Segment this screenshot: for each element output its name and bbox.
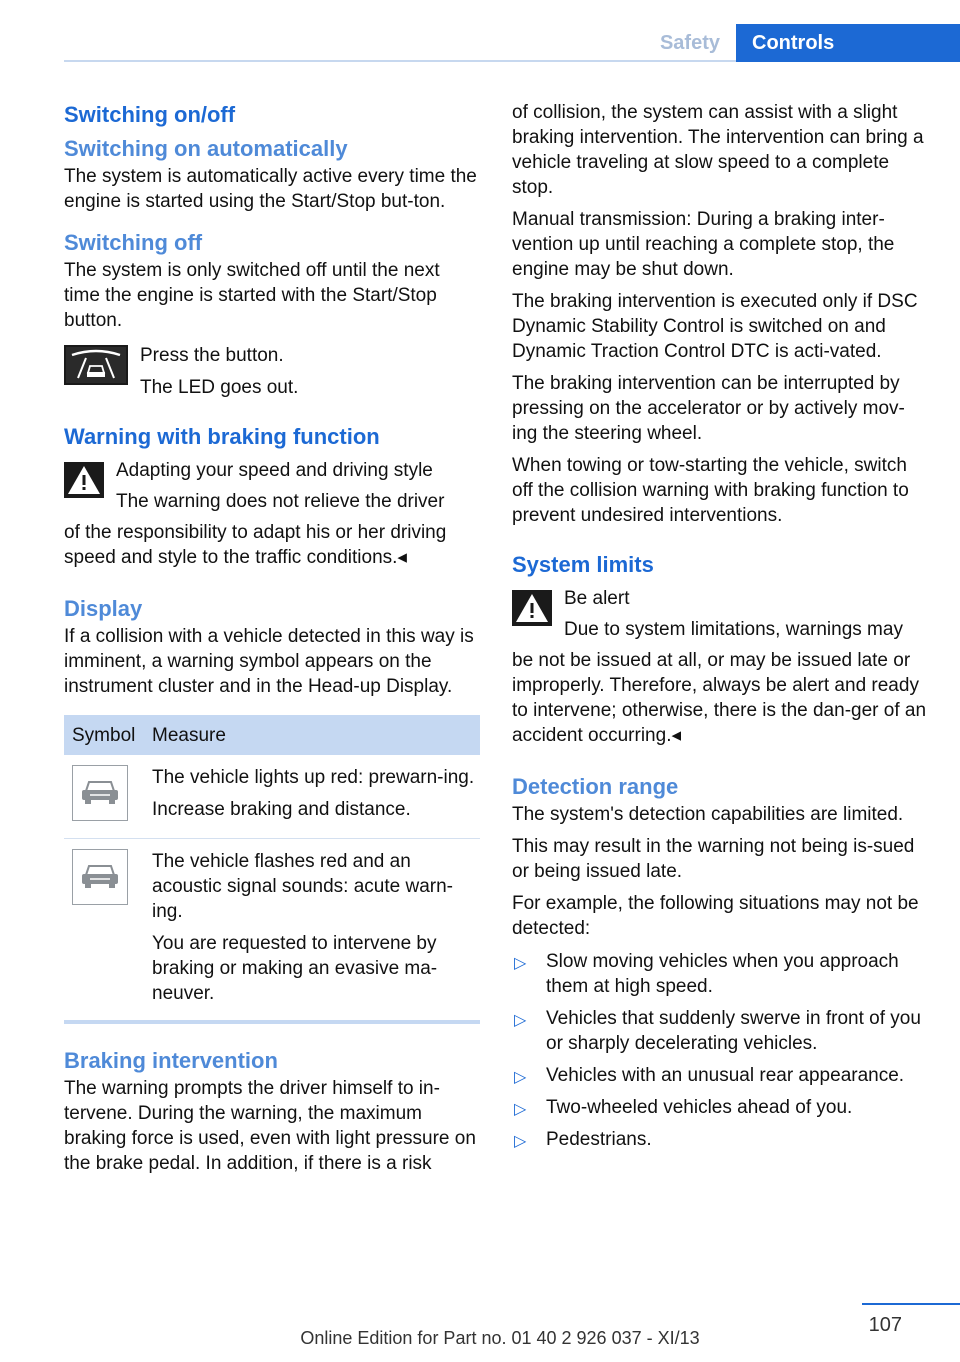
press-button-text: Press the button. xyxy=(140,345,284,366)
bullet-triangle-icon: ▷ xyxy=(514,1101,527,1118)
heading-display: Display xyxy=(64,596,143,621)
table-row xyxy=(64,755,480,839)
heading-switching-on-automatically: Switching on automatically xyxy=(64,136,348,161)
car-prewarning-icon xyxy=(72,805,128,826)
warning-title: Adapting your speed and driving style xyxy=(116,460,433,481)
collision-warning-button-icon xyxy=(64,345,128,392)
measure-cell xyxy=(152,755,480,839)
tab-safety[interactable]: Safety xyxy=(659,32,720,54)
page-number: 107 xyxy=(868,1314,902,1336)
warning-line-1: Due to system limitations, warnings may xyxy=(564,619,903,640)
paragraph-towing: When towing or tow-starting the vehicle, switch off the collision warning with braking function to prevent undesired interventions. xyxy=(512,455,909,526)
bullet-triangle-icon: ▷ xyxy=(514,1133,527,1150)
warning-line-1: The warning does not relieve the driver xyxy=(116,491,445,512)
paragraph-detection-2: This may result in the warning not being is-sued or being issued late. xyxy=(512,836,915,882)
warning-rest: of the responsibility to adapt his or her driving speed and style to the traffic conditions.◂ xyxy=(64,522,447,568)
heading-warning-braking: Warning with braking function xyxy=(64,424,380,449)
list-item xyxy=(512,1095,928,1120)
measure-text: You are requested to intervene by braking or making an evasive ma-neuver. xyxy=(152,933,438,1004)
list-item-text: Vehicles that suddenly swerve in front of you or sharply decelerating vehicles. xyxy=(546,1008,921,1054)
paragraph-dsc: The braking intervention is executed only if DSC Dynamic Stability Control is switched on and Dynamic Traction Control DTC is acti-vated. xyxy=(512,291,918,362)
paragraph-manual: Manual transmission: During a braking inter-vention up until reaching a complete stop, the engine may be shut down. xyxy=(512,209,895,280)
footer-edition: Online Edition for Part no. 01 40 2 926 037 - XI/13 xyxy=(300,1328,700,1348)
table-row xyxy=(64,839,480,1021)
table-header-row xyxy=(64,715,480,755)
led-out-text: The LED goes out. xyxy=(140,377,299,398)
heading-detection-range: Detection range xyxy=(512,774,679,799)
paragraph-interrupt: The braking intervention can be interrupted by pressing on the accelerator or by actively mov-ing the steering wheel. xyxy=(512,373,905,444)
warning-triangle-icon xyxy=(64,462,104,505)
list-item xyxy=(512,1063,928,1088)
warning-rest: be not be issued at all, or may be issued late or improperly. Therefore, always be alert and ready to intervene; otherwise, there is the dan-ger of an accident occurring.◂ xyxy=(512,650,927,746)
list-item-text: Two-wheeled vehicles ahead of you. xyxy=(546,1097,853,1118)
bullet-triangle-icon: ▷ xyxy=(514,1012,527,1029)
list-item xyxy=(512,1127,928,1152)
paragraph-detection-1: The system's detection capabilities are limited. xyxy=(512,804,904,825)
column-header-measure: Measure xyxy=(152,715,480,755)
column-header-symbol: Symbol xyxy=(64,715,152,755)
right-column xyxy=(512,100,928,1152)
paragraph-braking: The warning prompts the driver himself to in-tervene. During the warning, the maximum braking force is used, even with light pressure on the brake pedal. In addition, if there is a risk xyxy=(64,1078,476,1174)
list-item-text: Pedestrians. xyxy=(546,1129,652,1150)
list-item-text: Vehicles with an unusual rear appearance. xyxy=(546,1065,905,1086)
heading-braking-intervention: Braking intervention xyxy=(64,1048,278,1073)
left-column xyxy=(64,100,480,1176)
paragraph-detection-3: For example, the following situations may not be detected: xyxy=(512,893,919,939)
warning-triangle-icon xyxy=(512,590,552,633)
warning-note-alert xyxy=(512,586,928,748)
heading-system-limits: System limits xyxy=(512,552,654,577)
paragraph-auto: The system is automatically active every time the engine is started using the Start/Stop but-ton. xyxy=(64,166,477,212)
list-item xyxy=(512,1006,928,1056)
warning-title: Be alert xyxy=(564,588,630,609)
footer-rule xyxy=(862,1303,960,1305)
button-instruction xyxy=(64,343,480,400)
measure-cell xyxy=(152,839,480,1021)
warning-note-speed xyxy=(64,458,480,570)
list-item xyxy=(512,949,928,999)
symbol-cell xyxy=(64,839,152,1021)
measure-text: The vehicle flashes red and an acoustic signal sounds: acute warn-ing. xyxy=(152,851,453,922)
paragraph-off: The system is only switched off until the next time the engine is started with the Start/Stop button. xyxy=(64,260,440,331)
list-item-text: Slow moving vehicles when you approach them at high speed. xyxy=(546,951,899,997)
measure-text: The vehicle lights up red: prewarn-ing. xyxy=(152,767,475,788)
bullet-triangle-icon: ▷ xyxy=(514,955,527,972)
paragraph-continued: of collision, the system can assist with a slight braking intervention. The intervention can bring a vehicle traveling at slow speed to a complete stop. xyxy=(512,102,924,198)
car-acute-warning-icon xyxy=(72,889,128,910)
heading-switching-on-off: Switching on/off xyxy=(64,102,236,127)
measure-text: Increase braking and distance. xyxy=(152,799,411,820)
symbol-cell xyxy=(64,755,152,839)
detection-list xyxy=(512,949,928,1152)
heading-switching-off: Switching off xyxy=(64,230,203,255)
bullet-triangle-icon: ▷ xyxy=(514,1069,527,1086)
table-bottom-rule xyxy=(64,1020,480,1024)
symbol-table xyxy=(64,715,480,1020)
paragraph-display: If a collision with a vehicle detected in this way is imminent, a warning symbol appears on the instrument cluster and in the Head-up Display. xyxy=(64,626,474,697)
tab-controls[interactable]: Controls xyxy=(736,24,960,62)
